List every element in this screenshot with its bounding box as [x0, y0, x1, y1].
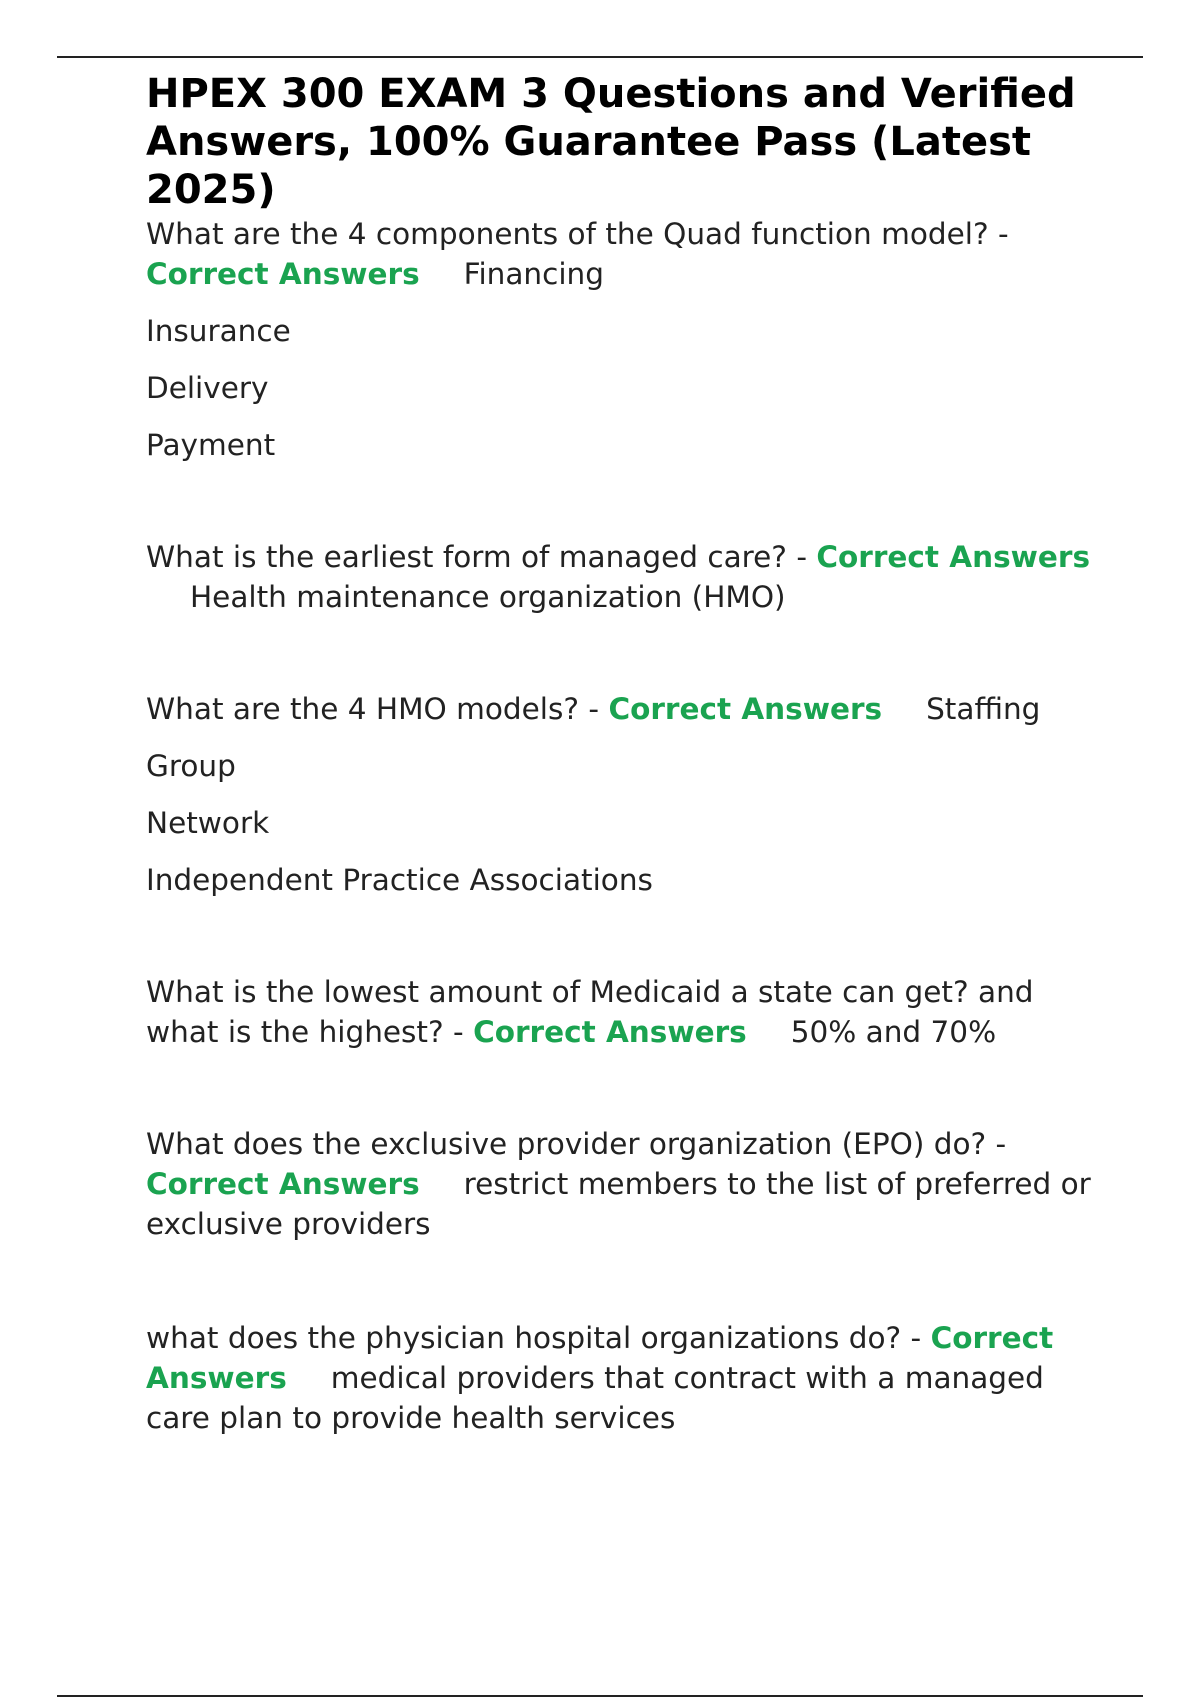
qa-question-block [146, 537, 1106, 617]
answer-text: Financing [463, 257, 604, 291]
correct-answers-label: Correct Answers [473, 1015, 747, 1049]
answer-text: Health maintenance organization (HMO) [190, 580, 786, 614]
top-rule [57, 56, 1143, 58]
answer-text: medical providers that contract with a managed care plan to provide health services [146, 1361, 1044, 1435]
qa-item [146, 1318, 1106, 1438]
qa-item [146, 689, 1106, 900]
question-text: What are the 4 HMO models? - [146, 692, 600, 726]
document-title: HPEX 300 EXAM 3 Questions and Verified Answers, 100% Guarantee Pass (Latest 2025) [146, 71, 1076, 213]
qa-item [146, 537, 1106, 617]
answer-text: 50% and 70% [790, 1015, 997, 1049]
qa-item [146, 214, 1106, 465]
answer-text: Staffing [926, 692, 1041, 726]
answer-line: Independent Practice Associations [146, 863, 653, 897]
answer-line: Group [146, 749, 236, 783]
answer-line: Insurance [146, 314, 291, 348]
correct-answers-label: Correct Answers [608, 692, 883, 726]
document-body [146, 70, 1106, 1438]
qa-item [146, 1124, 1106, 1244]
correct-answers-label: Correct Answers [146, 1167, 420, 1201]
correct-answers-label: Correct Answers [146, 257, 420, 291]
qa-item [146, 972, 1106, 1052]
qa-question-block [146, 1318, 1106, 1438]
bottom-rule [57, 1695, 1143, 1697]
qa-question-block [146, 1124, 1106, 1244]
answer-line: Network [146, 806, 270, 840]
correct-answers-label: Correct Answers [146, 1321, 1054, 1395]
answer-line: Payment [146, 428, 276, 462]
question-text: What is the lowest amount of Medicaid a state can get? and what is the highest? - [146, 975, 1034, 1049]
qa-question-block [146, 214, 1106, 294]
question-text: What are the 4 components of the Quad function model? - [146, 217, 1009, 251]
qa-list [146, 214, 1106, 1438]
answer-line: Delivery [146, 371, 269, 405]
answer-text: restrict members to the list of preferred or exclusive providers [146, 1167, 1091, 1241]
question-text: What is the earliest form of managed care? - [146, 540, 807, 574]
qa-question-block [146, 972, 1106, 1052]
question-text: what does the physician hospital organizations do? - [146, 1321, 922, 1355]
question-text: What does the exclusive provider organization (EPO) do? - [146, 1127, 1007, 1161]
correct-answers-label: Correct Answers [816, 540, 1091, 574]
qa-question-block [146, 689, 1106, 729]
